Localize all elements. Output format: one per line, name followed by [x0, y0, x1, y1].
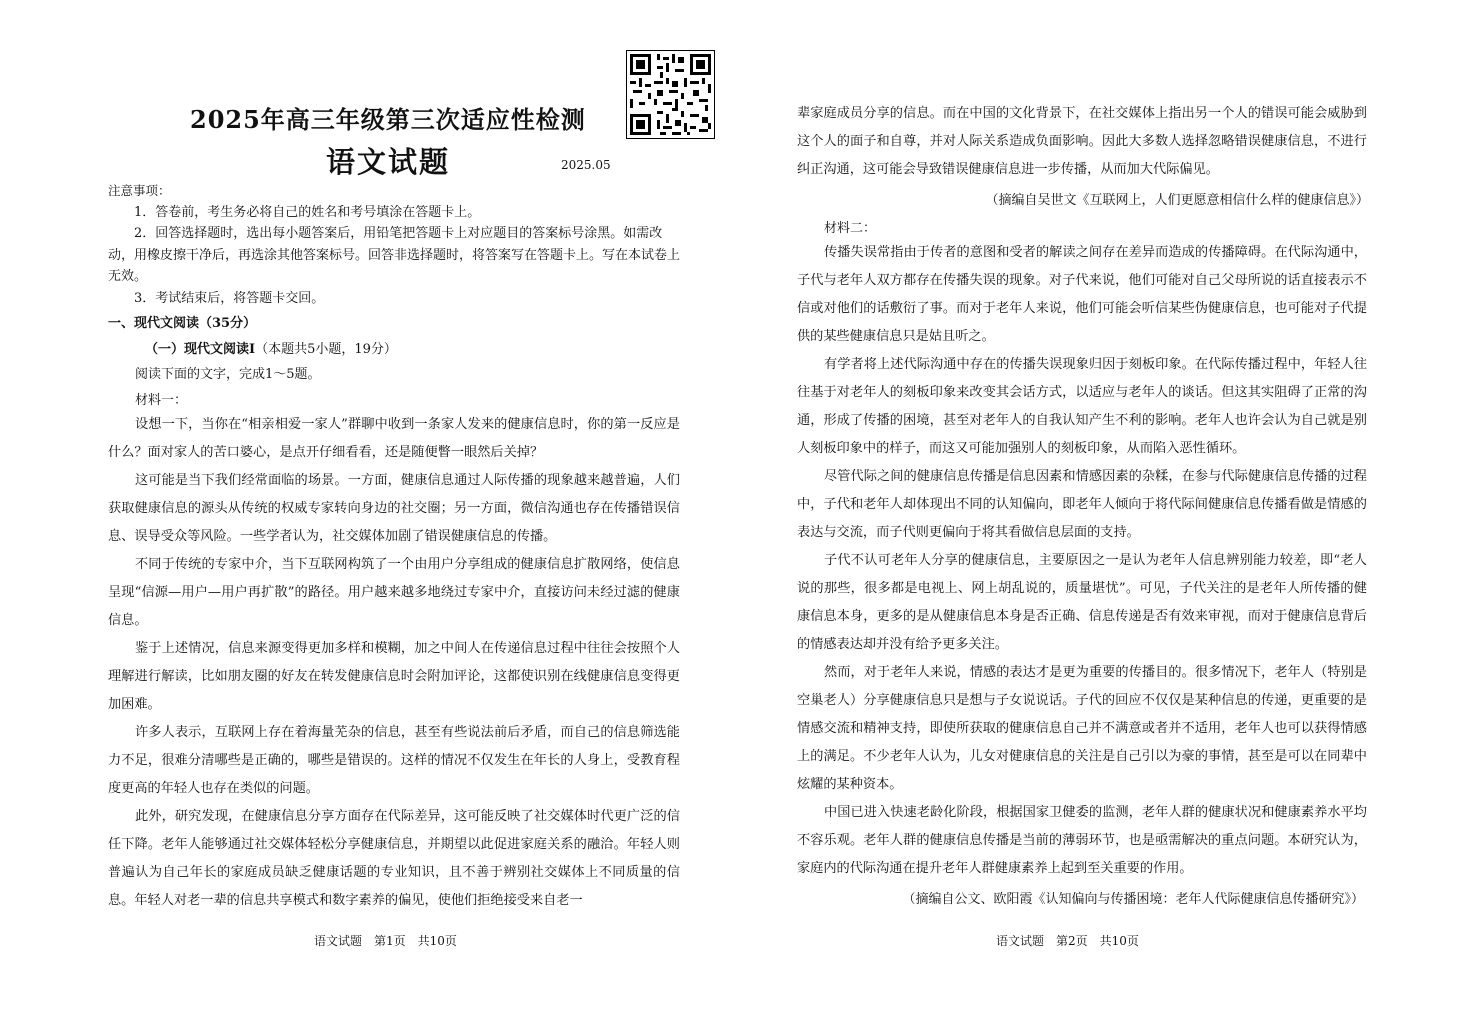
notice-item-2: 2．回答选择题时，选出每小题答案后，用铅笔把答题卡上对应题目的答案标号涂黑。如需改动，用橡皮擦干净后，再选涂其他答案标号。回答非选择题时，将答案写在答题卡上。写在本试卷上无效。	[108, 226, 681, 284]
subsection-heading	[145, 338, 397, 357]
paragraph: 不同于传统的专家中介，当下互联网构筑了一个由用户分享组成的健康信息扩散网络，使信息呈现“信源—用户—用户再扩散”的路径。用户越来越多地绕过专家中介，直接访问未经过滤的健康信息。	[108, 557, 680, 628]
page-footer: 语文试题 第2页 共10页	[996, 934, 1139, 948]
paragraph: 有学者将上述代际沟通中存在的传播失误现象归因于刻板印象。在代际传播过程中，年轻人往往基于对老年人的刻板印象来改变其会话方式，以适应与老年人的谈话。但这其实阻碍了正常的沟通，形成了传播的困境，甚至对老年人的自我认知产生不利的影响。老年人也许会认为自己就是别人刻板印象中的样子，而这又可能加强别人的刻板印象，从而陷入恶性循环。	[797, 357, 1367, 456]
source-citation-2: （摘编自公文、欧阳霞《认知偏向与传播困境：老年人代际健康信息传播研究》）	[902, 892, 1364, 907]
qr-code-icon	[626, 50, 715, 139]
material-1-label: 材料一：	[135, 393, 188, 408]
source-citation-1: （摘编自吴世文《互联网上，人们更愿意相信什么样的健康信息》）	[985, 193, 1369, 208]
paragraph: 子代不认可老年人分享的健康信息，主要原因之一是认为老年人信息辨别能力较差，即“老人说的那些，很多都是电视上、网上胡乱说的，质量堪忧”。可见，子代关注的是老年人所传播的健康信息本身，更多的是从健康信息本身是否正确、信息传递是否有效来审视，而对于健康信息背后的情感表达却并没有给予更多关注。	[797, 553, 1367, 652]
page-footer: 语文试题 第1页 共10页	[314, 934, 457, 948]
paragraph: 鉴于上述情况，信息来源变得更加多样和模糊，加之中间人在传递信息过程中往往会按照个人理解进行解读，比如朋友圈的好友在转发健康信息时会附加评论，这都使识别在线健康信息变得更加困难。	[108, 641, 680, 712]
right-page	[737, 0, 1475, 1021]
paragraph: 辈家庭成员分享的信息。而在中国的文化背景下，在社交媒体上指出另一个人的错误可能会威胁到这个人的面子和自尊，并对人际关系造成负面影响。因此大多数人选择忽略错误健康信息，不进行纠正沟通，这可能会导致错误健康信息进一步传播，从而加大代际偏见。	[797, 106, 1367, 177]
notice-item-1: 1．答卷前，考生务必将自己的姓名和考号填涂在答题卡上。	[134, 204, 481, 220]
paragraph: 许多人表示，互联网上存在着海量芜杂的信息，甚至有些说法前后矛盾，而自己的信息筛选能力不足，很难分清哪些是正确的，哪些是错误的。这样的情况不仅发生在年长的人身上，受教育程度更高的年轻人也存在类似的问题。	[108, 725, 680, 796]
paragraph: 此外，研究发现，在健康信息分享方面存在代际差异，这可能反映了社交媒体时代更广泛的信任下降。老年人能够通过社交媒体轻松分享健康信息，并期望以此促进家庭关系的融洽。年轻人则普遍认为自己年长的家庭成员缺乏健康话题的专业知识，且不善于辨别社交媒体上不同质量的信息。年轻人对老一辈的信息共享模式和数字素养的偏见，使他们拒绝接受来自老一	[108, 809, 680, 908]
material-2-label: 材料二：	[824, 221, 877, 236]
exam-title: 2025年高三年级第三次适应性检测	[190, 105, 586, 134]
material-2-text	[797, 239, 1367, 883]
notice-heading: 注意事项：	[108, 183, 171, 198]
paragraph: 设想一下，当你在“相亲相爱一家人”群聊中收到一条家人发来的健康信息时，你的第一反应是什么？面对家人的苦口婆心，是点开仔细看看，还是随便瞥一眼然后关掉？	[108, 417, 680, 460]
subsection-detail: （本题共5小题，19分）	[255, 342, 397, 357]
paragraph: 尽管代际之间的健康信息传播是信息因素和情感因素的杂糅，在参与代际健康信息传播的过程中，子代和老年人却体现出不同的认知偏向，即老年人倾向于将代际间健康信息传播看做是情感的表达与交流，而子代则更偏向于将其看做信息层面的支持。	[797, 469, 1367, 540]
paragraph: 传播失误常指由于传者的意图和受者的解读之间存在差异而造成的传播障碍。在代际沟通中，子代与老年人双方都存在传播失误的现象。对子代来说，他们可能对自己父母所说的话直接表示不信或对他们的话敷衍了事。而对于老年人来说，他们可能会听信某些伪健康信息，也可能对子代提供的某些健康信息只是姑且听之。	[797, 245, 1367, 344]
left-page	[0, 0, 737, 1021]
material-1-continuation	[797, 100, 1367, 184]
notice-item-3: 3．考试结束后，将答题卡交回。	[134, 290, 325, 306]
paragraph: 这可能是当下我们经常面临的场景。一方面，健康信息通过人际传播的现象越来越普遍，人们获取健康信息的源头从传统的权威专家转向身边的社交圈；另一方面，微信沟通也存在传播错误信息、误导受众等风险。一些学者认为，社交媒体加剧了错误健康信息的传播。	[108, 473, 680, 544]
exam-date: 2025.05	[561, 158, 611, 172]
paragraph: 中国已进入快速老龄化阶段，根据国家卫健委的监测，老年人群的健康状况和健康素养水平均不容乐观。老年人群的健康信息传播是当前的薄弱环节，也是亟需解决的重点问题。本研究认为，家庭内的代际沟通在提升老年人群健康素养上起到至关重要的作用。	[797, 805, 1367, 876]
subsection-title: （一）现代文阅读Ⅰ	[145, 342, 256, 357]
material-1-text	[108, 411, 680, 915]
section-heading: 一、现代文阅读（35分）	[108, 316, 257, 331]
notice-section	[108, 180, 680, 309]
paragraph: 然而，对于老年人来说，情感的表达才是更为重要的传播目的。很多情况下，老年人（特别是空巢老人）分享健康信息只是想与子女说说话。子代的回应不仅仅是某种信息的传递，更重要的是情感交流和精神支持，即使所获取的健康信息自己并不满意或者并不适用，老年人也可以获得情感上的满足。不少老年人认为，儿女对健康信息的关注是自己引以为豪的事情，甚至是可以在同辈中炫耀的某种资本。	[797, 665, 1367, 792]
reading-instruction: 阅读下面的文字，完成1～5题。	[135, 367, 321, 382]
exam-subtitle: 语文试题	[326, 145, 451, 179]
